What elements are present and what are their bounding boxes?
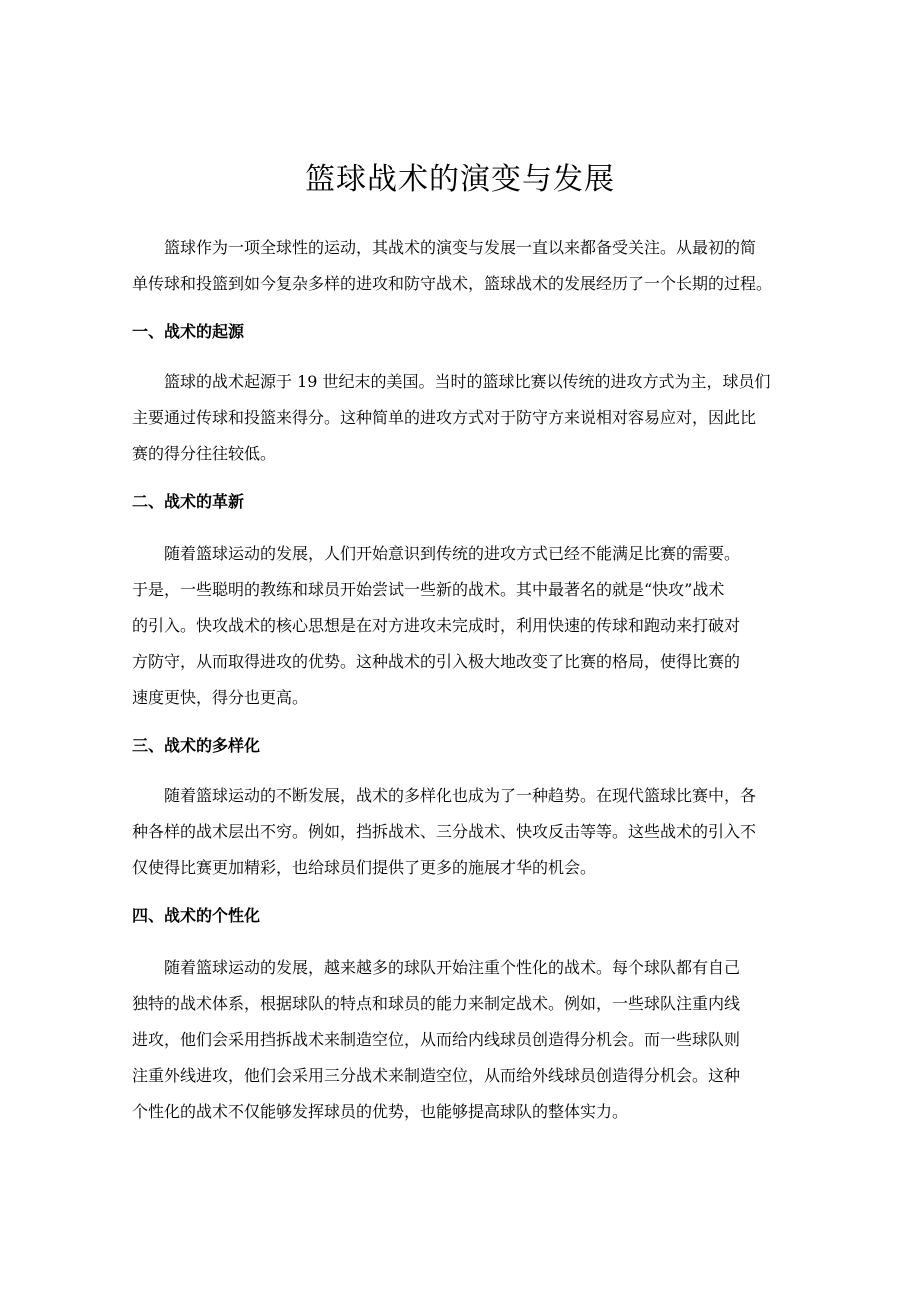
paragraph-line: 注重外线进攻，他们会采用三分战术来制造空位，从而给外线球员创造得分机会。这种: [132, 1066, 741, 1085]
section-heading-2: 二、战术的革新: [132, 492, 245, 511]
section-heading-1: 一、战术的起源: [132, 322, 245, 341]
paragraph-line: 随着篮球运动的不断发展，战术的多样化也成为了一种趋势。在现代篮球比赛中，各: [164, 786, 757, 805]
section-heading-3: 三、战术的多样化: [132, 736, 261, 755]
paragraph-line: 仅使得比赛更加精彩，也给球员们提供了更多的施展才华的机会。: [132, 858, 597, 877]
paragraph-line: 的引入。快攻战术的核心思想是在对方进攻未完成时，利用快速的传球和跑动来打破对: [132, 616, 741, 635]
paragraph-line: 速度更快，得分也更高。: [132, 688, 309, 707]
section-paragraph-4: [132, 950, 812, 1130]
paragraph-line: 篮球的战术起源于 19 世纪末的美国。当时的篮球比赛以传统的进攻方式为主，球员们: [164, 372, 771, 391]
section-paragraph-2: [132, 536, 812, 716]
paragraph-line: 于是，一些聪明的教练和球员开始尝试一些新的战术。其中最著名的就是“快攻”战术: [132, 580, 725, 599]
paragraph-line: 赛的得分往往较低。: [132, 444, 277, 463]
section-paragraph-1: [132, 364, 812, 472]
section-paragraph-3: [132, 778, 812, 886]
intro-paragraph: [132, 230, 812, 302]
paragraph-line: 进攻，他们会采用挡拆战术来制造空位，从而给内线球员创造得分机会。而一些球队则: [132, 1030, 741, 1049]
paragraph-line: 主要通过传球和投篮来得分。这种简单的进攻方式对于防守方来说相对容易应对，因此比: [132, 408, 757, 427]
paragraph-line: 方防守，从而取得进攻的优势。这种战术的引入极大地改变了比赛的格局，使得比赛的: [132, 652, 741, 671]
paragraph-line: 单传球和投篮到如今复杂多样的进攻和防守战术，篮球战术的发展经历了一个长期的过程。: [132, 274, 773, 293]
paragraph-line: 独特的战术体系，根据球队的特点和球员的能力来制定战术。例如，一些球队注重内线: [132, 994, 741, 1013]
paragraph-line: 随着篮球运动的发展，越来越多的球队开始注重个性化的战术。每个球队都有自己: [164, 958, 741, 977]
paragraph-line: 篮球作为一项全球性的运动，其战术的演变与发展一直以来都备受关注。从最初的简: [164, 238, 757, 257]
paragraph-line: 个性化的战术不仅能够发挥球员的优势，也能够提高球队的整体实力。: [132, 1102, 629, 1121]
paragraph-line: 随着篮球运动的发展，人们开始意识到传统的进攻方式已经不能满足比赛的需要。: [164, 544, 741, 563]
paragraph-line: 种各样的战术层出不穷。例如，挡拆战术、三分战术、快攻反击等等。这些战术的引入不: [132, 822, 757, 841]
section-heading-4: 四、战术的个性化: [132, 906, 261, 925]
document-title: 篮球战术的演变与发展: [305, 162, 615, 197]
